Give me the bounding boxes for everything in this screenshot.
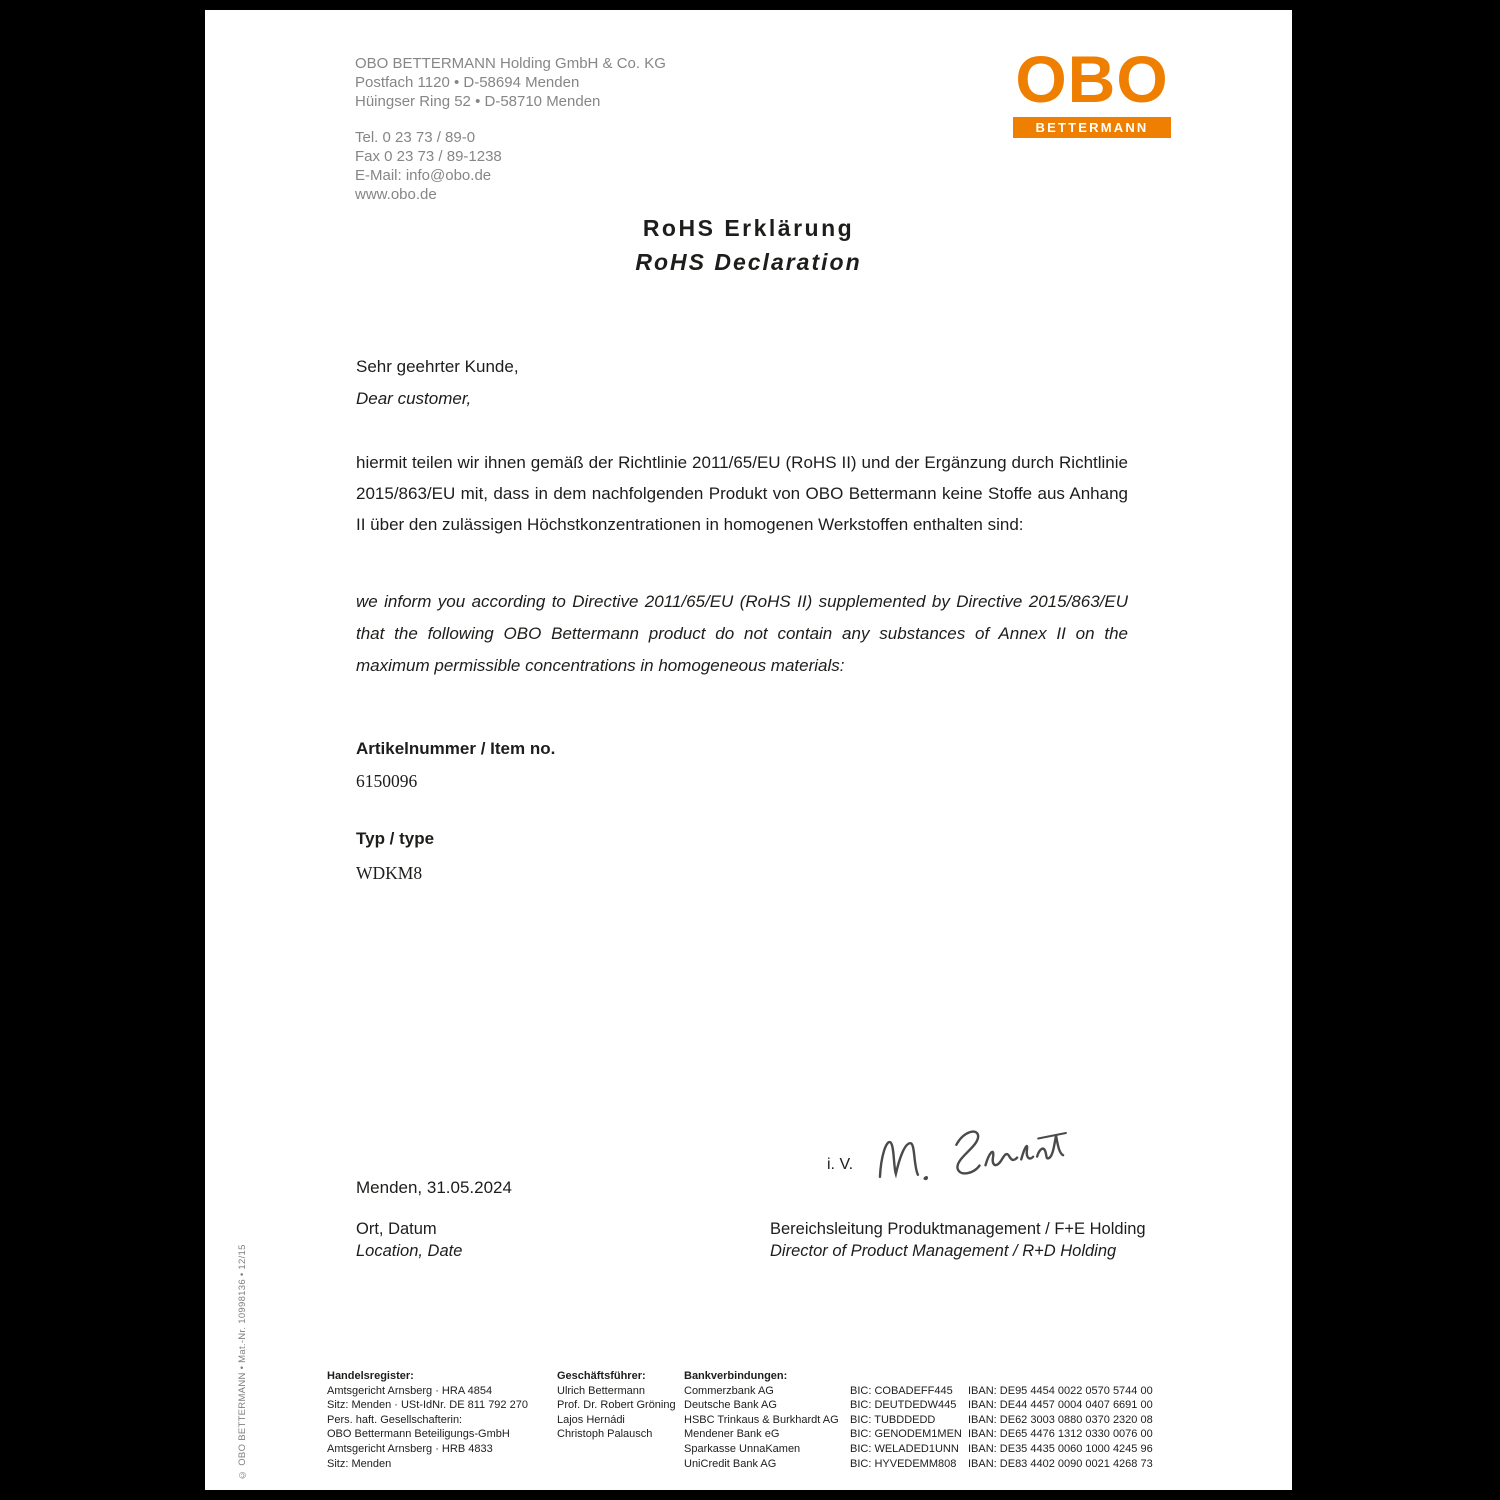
footer-hr-line: OBO Bettermann Beteiligungs-GmbH xyxy=(327,1428,510,1441)
logo-subbrand: BETTERMANN xyxy=(1035,120,1149,135)
location-label-german: Ort, Datum xyxy=(356,1220,437,1238)
footer-bic-column xyxy=(850,1384,968,1472)
document-page xyxy=(205,10,1292,1490)
footer-hr-line: Amtsgericht Arnsberg · HRB 4833 xyxy=(327,1442,493,1455)
footer-bank-name: HSBC Trinkaus & Burkhardt AG xyxy=(684,1413,839,1426)
sender-company: OBO BETTERMANN Holding GmbH & Co. KG xyxy=(355,55,666,72)
footer-commercial-register xyxy=(327,1369,559,1471)
sender-address xyxy=(355,54,666,111)
footer-bic: BIC: DEUTDEDW445 xyxy=(850,1399,957,1412)
sender-fax: Fax 0 23 73 / 89-1238 xyxy=(355,148,502,165)
footer-bic: BIC: WELADED1UNN xyxy=(850,1442,959,1455)
footer-bic: BIC: COBADEFF445 xyxy=(850,1384,953,1397)
footer-hr-line: Pers. haft. Gesellschafterin: xyxy=(327,1413,463,1426)
footer-iban: IBAN: DE62 3003 0880 0370 2320 08 xyxy=(968,1413,1153,1426)
sender-phone: Tel. 0 23 73 / 89-0 xyxy=(355,129,476,146)
sender-contact xyxy=(355,128,666,204)
salutation-english: Dear customer, xyxy=(356,389,472,408)
signature-prefix: i. V. xyxy=(827,1156,854,1173)
footer-iban: IBAN: DE65 4476 1312 0330 0076 00 xyxy=(968,1428,1153,1441)
logo-bar xyxy=(1013,117,1171,138)
footer-bank-names xyxy=(684,1369,852,1471)
sender-street: Hüingser Ring 52 • D-58710 Menden xyxy=(355,93,601,110)
footer-bic: BIC: HYVEDEMM808 xyxy=(850,1457,957,1470)
place-and-date: Menden, 31.05.2024 xyxy=(356,1178,512,1197)
item-number-value: 6150096 xyxy=(356,771,418,791)
footer-gf-title: Geschäftsführer: xyxy=(557,1370,646,1382)
footer-hr-line: Sitz: Menden xyxy=(327,1457,392,1470)
body-paragraph-english: we inform you according to Directive 2011/65/EU (RoHS II) supplemented by Directive 2015/863/EU that the following OBO Bettermann product do not contain any substances of Annex II on the maximum permissible concentrations in homogeneous materials: xyxy=(356,592,1128,675)
location-label-english: Location, Date xyxy=(356,1242,463,1260)
title-english: RoHS Declaration xyxy=(635,249,862,275)
footer-hr-title: Handelsregister: xyxy=(327,1370,414,1382)
footer-managing-directors xyxy=(557,1369,682,1442)
type-value: WDKM8 xyxy=(356,863,423,883)
footer-iban: IBAN: DE83 4402 0090 0021 4268 73 xyxy=(968,1457,1153,1470)
title-german: RoHS Erklärung xyxy=(642,215,855,241)
sender-postfach: Postfach 1120 • D-58694 Menden xyxy=(355,74,580,91)
footer-gf-line: Ulrich Bettermann xyxy=(557,1384,646,1397)
footer-gf-line: Lajos Hernádi xyxy=(557,1413,625,1426)
footer-gf-line: Christoph Palausch xyxy=(557,1428,653,1441)
item-number-label: Artikelnummer / Item no. xyxy=(356,739,556,758)
footer-bic: BIC: GENODEM1MEN xyxy=(850,1428,962,1441)
salutation-german: Sehr geehrter Kunde, xyxy=(356,357,519,376)
sender-block xyxy=(355,54,666,204)
sender-website: www.obo.de xyxy=(355,186,437,203)
logo-wordmark: OBO xyxy=(1015,42,1169,116)
footer-bank-name: UniCredit Bank AG xyxy=(684,1457,777,1470)
footer-iban: IBAN: DE44 4457 0004 0407 6691 00 xyxy=(968,1399,1153,1412)
footer-bank-name: Sparkasse UnnaKamen xyxy=(684,1442,801,1455)
body-paragraph-german: hiermit teilen wir ihnen gemäß der Richtlinie 2011/65/EU (RoHS II) und der Ergänzung durch Richtlinie 2015/863/EU mit, dass in dem nachfolgenden Produkt von OBO Bettermann keine Stoffe aus Anhang II über den zulässigen Höchstkonzentrationen in homogenen Werkstoffen enthalten sind: xyxy=(356,453,1128,534)
footer-hr-line: Sitz: Menden · USt-IdNr. DE 811 792 270 xyxy=(327,1399,528,1412)
sender-email: E-Mail: info@obo.de xyxy=(355,167,492,184)
footer-gf-line: Prof. Dr. Robert Gröning xyxy=(557,1399,676,1412)
footer-bank-name: Commerzbank AG xyxy=(684,1384,774,1397)
footer-iban: IBAN: DE35 4435 0060 1000 4245 96 xyxy=(968,1442,1153,1455)
signer-role-german: Bereichsleitung Produktmanagement / F+E Holding xyxy=(770,1220,1146,1238)
footer-bic: BIC: TUBDDEDD xyxy=(850,1413,936,1426)
signer-role-english: Director of Product Management / R+D Holding xyxy=(770,1242,1117,1260)
type-label: Typ / type xyxy=(356,829,435,848)
footer-bank-title: Bankverbindungen: xyxy=(684,1370,788,1382)
footer-iban: IBAN: DE95 4454 0022 0570 5744 00 xyxy=(968,1384,1153,1397)
footer-bank-name: Deutsche Bank AG xyxy=(684,1399,777,1412)
material-number-side-note: © OBO BETTERMANN • Mat.-Nr. 10998136 • 12/15 xyxy=(237,1244,248,1480)
footer-iban-column xyxy=(968,1384,1183,1472)
handwritten-signature-icon xyxy=(861,1114,1081,1198)
footer-hr-line: Amtsgericht Arnsberg · HRA 4854 xyxy=(327,1384,493,1397)
footer-bank-name: Mendener Bank eG xyxy=(684,1428,780,1441)
obo-bettermann-logo xyxy=(1013,42,1171,138)
document-title xyxy=(205,215,1292,276)
